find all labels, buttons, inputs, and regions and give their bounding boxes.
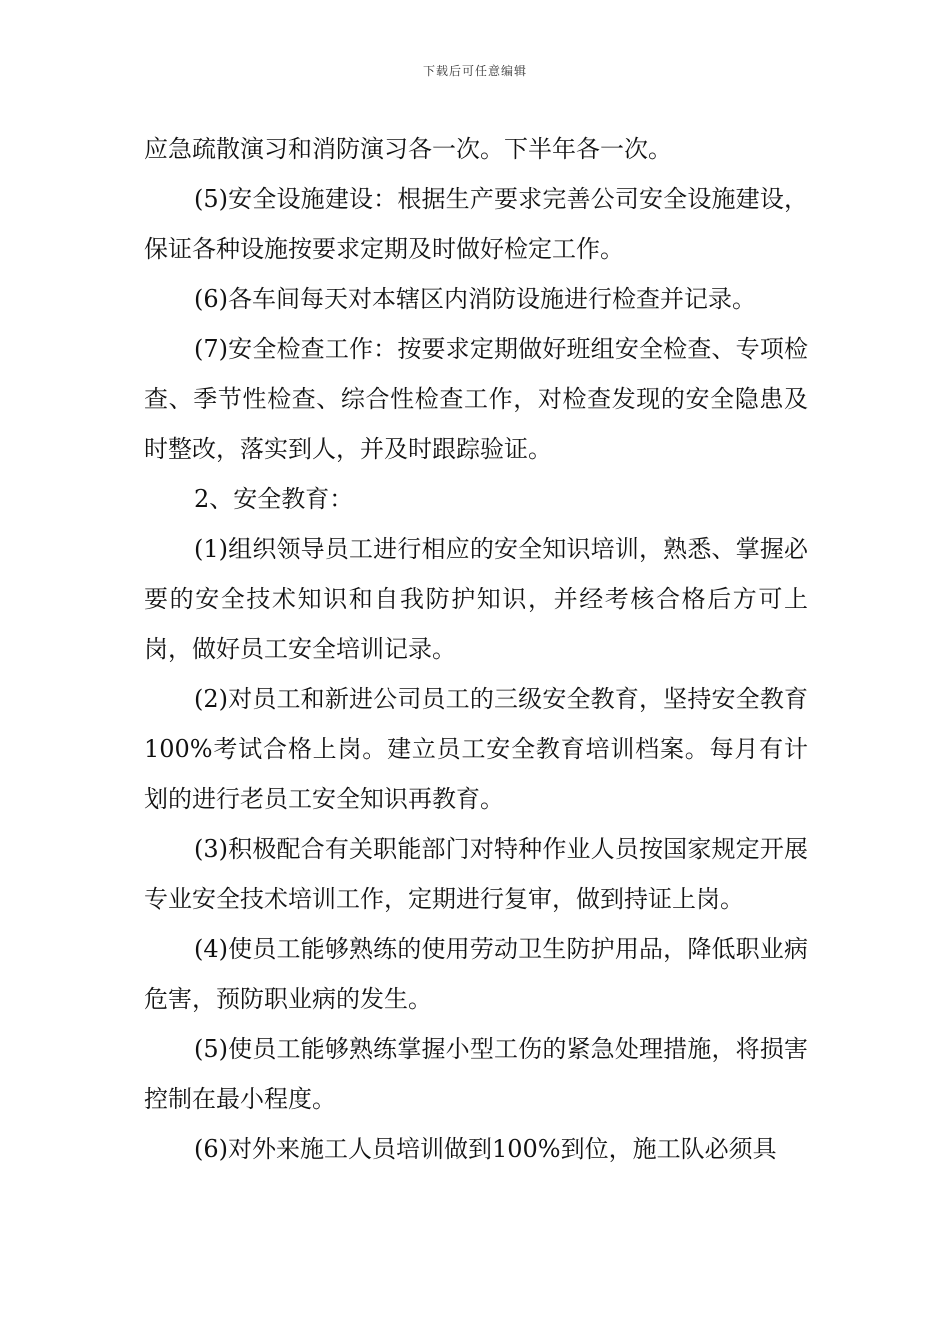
paragraph-9: (4)使员工能够熟练的使用劳动卫生防护用品，降低职业病危害，预防职业病的发生。: [144, 935, 808, 1013]
paragraph-4: (7)安全检查工作：按要求定期做好班组安全检查、专项检查、季节性检查、综合性检查工作，对检查发现的安全隐患及时整改，落实到人，并及时跟踪验证。: [144, 335, 808, 463]
paragraph-3: (6)各车间每天对本辖区内消防设施进行检查并记录。: [194, 285, 756, 313]
paragraph-7: (2)对员工和新进公司员工的三级安全教育，坚持安全教育100%考试合格上岗。建立员工安全教育培训档案。每月有计划的进行老员工安全知识再教育。: [144, 685, 808, 813]
document-body: [144, 124, 808, 1174]
paragraph-6: (1)组织领导员工进行相应的安全知识培训，熟悉、掌握必要的安全技术知识和自我防护知识，并经考核合格后方可上岗，做好员工安全培训记录。: [144, 535, 808, 663]
section-heading-safety-education: 2、安全教育：: [194, 485, 354, 513]
paragraph-11: (6)对外来施工人员培训做到100%到位，施工队必须具: [194, 1135, 777, 1163]
paragraph-8: (3)积极配合有关职能部门对特种作业人员按国家规定开展专业安全技术培训工作，定期进行复审，做到持证上岗。: [144, 835, 808, 913]
paragraph-2: (5)安全设施建设：根据生产要求完善公司安全设施建设，保证各种设施按要求定期及时做好检定工作。: [144, 185, 808, 263]
paragraph-10: (5)使员工能够熟练掌握小型工伤的紧急处理措施，将损害控制在最小程度。: [144, 1035, 808, 1113]
paragraph-1: 应急疏散演习和消防演习各一次。下半年各一次。: [144, 135, 672, 163]
page-header: 下载后可任意编辑: [422, 64, 527, 78]
